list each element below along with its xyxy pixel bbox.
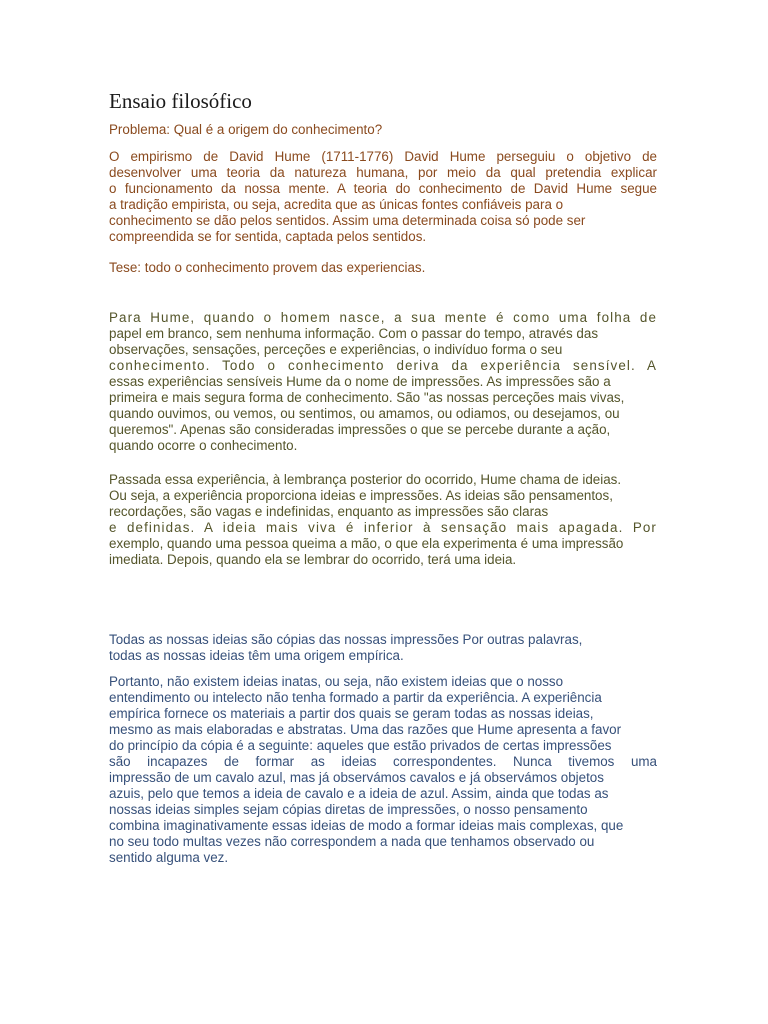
ideas-line: Passada essa experiência, à lembrança posterior do ocorrido, Hume chama de ideias. xyxy=(109,472,622,487)
intro-line: desenvolver uma teoria da natureza humana, por meio da qual pretendia explicar xyxy=(109,165,657,180)
ideas-line: recordações, são vagas e indefinidas, enquanto as impressões são claras xyxy=(109,504,549,519)
copies-paragraph xyxy=(109,632,657,664)
portanto-line: são incapazes de formar as ideias correspondentes. Nunca tivemos uma xyxy=(109,754,657,769)
copies-line: Todas as nossas ideias são cópias das nossas impressões Por outras palavras, xyxy=(109,632,583,647)
ideas-paragraph xyxy=(109,472,657,568)
hume-paragraph xyxy=(109,310,657,454)
hume-line: primeira e mais segura forma de conhecimento. São "as nossas perceções mais vivas, xyxy=(109,390,625,405)
portanto-line: mesmo as mais elaboradas e abstratas. Uma das razões que Hume apresenta a favor xyxy=(109,722,622,737)
ideas-line: imediata. Depois, quando ela se lembrar do ocorrido, terá uma ideia. xyxy=(109,552,517,567)
copies-line: todas as nossas ideias têm uma origem empírica. xyxy=(109,648,404,663)
hume-line: papel em branco, sem nenhuma informação. Com o passar do tempo, através das xyxy=(109,326,599,341)
portanto-line: do princípio da cópia é a seguinte: aqueles que estão privados de certas impressões xyxy=(109,738,612,753)
hume-line: Para Hume, quando o homem nasce, a sua mente é como uma folha de xyxy=(109,310,657,325)
intro-line: compreendida se for sentida, captada pelos sentidos. xyxy=(109,229,427,244)
thesis-statement: Tese: todo o conhecimento provem das experiencias. xyxy=(109,260,426,275)
portanto-line: Portanto, não existem ideias inatas, ou seja, não existem ideias que o nosso xyxy=(109,674,564,689)
portanto-line: sentido alguma vez. xyxy=(109,850,229,865)
portanto-line: nossas ideias simples sejam cópias diretas de impressões, o nosso pensamento xyxy=(109,802,588,817)
intro-line: o funcionamento da nossa mente. A teoria do conhecimento de David Hume segue xyxy=(109,181,657,196)
ideas-line: Ou seja, a experiência proporciona ideias e impressões. As ideias são pensamentos, xyxy=(109,488,613,503)
document-title: Ensaio filosófico xyxy=(109,89,252,113)
hume-line: quando ocorre o conhecimento. xyxy=(109,438,298,453)
hume-line: observações, sensações, perceções e experiências, o indivíduo forma o seu xyxy=(109,342,563,357)
intro-paragraph xyxy=(109,149,657,245)
intro-line: a tradição empirista, ou seja, acredita que as únicas fontes confiáveis para o xyxy=(109,197,564,212)
intro-line: conhecimento se dão pelos sentidos. Assim uma determinada coisa só pode ser xyxy=(109,213,586,228)
ideas-line: exemplo, quando uma pessoa queima a mão, o que ela experimenta é uma impressão xyxy=(109,536,624,551)
portanto-paragraph xyxy=(109,674,657,866)
portanto-line: empírica fornece os materiais a partir dos quais se geram todas as nossas ideias, xyxy=(109,706,594,721)
hume-line: quando ouvimos, ou vemos, ou sentimos, ou amamos, ou odiamos, ou desejamos, ou xyxy=(109,406,620,421)
portanto-line: impressão de um cavalo azul, mas já observámos cavalos e já observámos objetos xyxy=(109,770,604,785)
hume-line: essas experiências sensíveis Hume da o nome de impressões. As impressões são a xyxy=(109,374,611,389)
intro-line: O empirismo de David Hume (1711-1776) David Hume perseguiu o objetivo de xyxy=(109,149,657,164)
problem-statement: Problema: Qual é a origem do conhecimento? xyxy=(109,122,383,137)
ideas-line: e definidas. A ideia mais viva é inferior à sensação mais apagada. Por xyxy=(109,520,657,535)
hume-line: queremos". Apenas são consideradas impressões o que se percebe durante a ação, xyxy=(109,422,611,437)
portanto-line: entendimento ou intelecto não tenha formado a partir da experiência. A experiência xyxy=(109,690,602,705)
portanto-line: azuis, pelo que temos a ideia de cavalo e a ideia de azul. Assim, ainda que todas as xyxy=(109,786,609,801)
portanto-line: combina imaginativamente essas ideias de modo a formar ideias mais complexas, que xyxy=(109,818,624,833)
hume-line: conhecimento. Todo o conhecimento deriva da experiência sensível. A xyxy=(109,358,657,373)
portanto-line: no seu todo multas vezes não correspondem a nada que tenhamos observado ou xyxy=(109,834,595,849)
